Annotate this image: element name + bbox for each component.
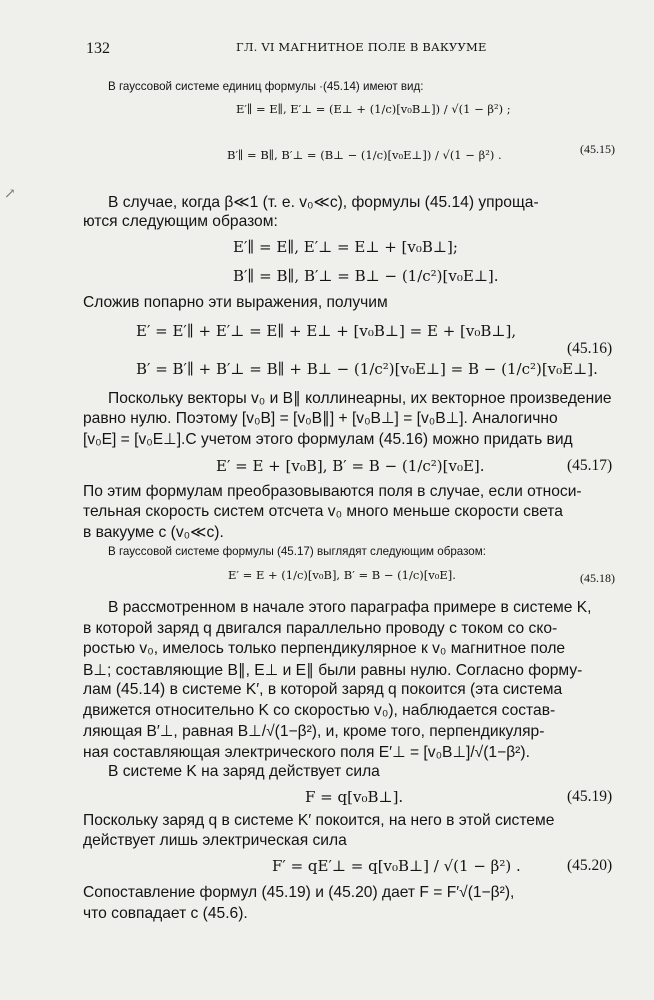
equation-number: (45.18) [580, 571, 615, 585]
text-line: действует лишь электрическая сила [83, 832, 347, 849]
text-line: движется относительно K со скоростью v₀), наблюдается состав- [83, 702, 556, 719]
text-line: ная составляющая электрического поля E′⊥ = [v₀B⊥]/√(1−β²). [83, 744, 530, 761]
running-head: ГЛ. VI МАГНИТНОЕ ПОЛЕ В ВАКУУМЕ [236, 40, 487, 54]
text-line: Сопоставление формул (45.19) и (45.20) дает F = F′√(1−β²), [83, 884, 515, 901]
equation-number: (45.20) [567, 857, 613, 874]
formula: E′ = E + [v₀B], B′ = B − (1/c²)[v₀E]. [216, 457, 485, 475]
text-line: Поскольку заряд q в системе K′ покоится, на него в этой системе [83, 812, 555, 829]
text-line: [v₀E] = [v₀E⊥].С учетом этого формулам (45.16) можно придать вид [83, 431, 573, 448]
text-line: в вакууме c (v₀≪c). [83, 524, 224, 541]
text-line: ются следующим образом: [83, 213, 278, 230]
text-line: равно нулю. Поэтому [v₀B] = [v₀B∥] + [v₀B⊥] = [v₀B⊥]. Аналогично [83, 410, 558, 427]
text-line: ростью v₀, имелось только перпендикулярное к v₀ магнитное поле [83, 640, 566, 657]
formula: E′∥ = E∥, E′⊥ = E⊥ + [v₀B⊥]; [233, 238, 458, 256]
text-line: Поскольку векторы v₀ и B∥ коллинеарны, их векторное произведение [108, 390, 612, 407]
text-line: тельная скорость систем отсчета v₀ много меньше скорости света [83, 503, 563, 520]
text-line: B⊥; составляющие B∥, E⊥ и E∥ были равны нулю. Согласно форму- [83, 662, 583, 679]
formula: B′∥ = B∥, B′⊥ = B⊥ − (1/c²)[v₀E⊥]. [233, 267, 499, 285]
formula: E′ = E′∥ + E′⊥ = E∥ + E⊥ + [v₀B⊥] = E + [v₀B⊥], [136, 322, 517, 340]
formula: F = q[v₀B⊥]. [305, 788, 404, 806]
text-line: что совпадает с (45.6). [83, 905, 248, 922]
formula: F′ = qE′⊥ = q[v₀B⊥] / √(1 − β²) . [272, 857, 521, 875]
text-line: В гауссовой системе единиц формулы ·(45.14) имеют вид: [108, 80, 424, 93]
text-line: По этим формулам преобразовываются поля в случае, если относи- [83, 483, 582, 500]
formula: E′∥ = E∥, E′⊥ = (E⊥ + (1/c)[v₀B⊥]) / √(1 − β²) ; [236, 102, 511, 116]
text-line: лам (45.14) в системе K′, в которой заряд q покоится (эта система [83, 681, 563, 698]
equation-number: (45.15) [580, 142, 615, 156]
equation-number: (45.19) [567, 788, 613, 805]
text-line: Сложив попарно эти выражения, получим [83, 294, 388, 311]
text-line: в которой заряд q двигался параллельно проводу с током со ско- [83, 620, 558, 637]
text-line: ляющая B′⊥, равная B⊥/√(1−β²), и, кроме того, перпендикуляр- [83, 723, 545, 740]
formula: B′∥ = B∥, B′⊥ = (B⊥ − (1/c)[v₀E⊥]) / √(1 − β²) . [227, 148, 502, 162]
equation-number: (45.17) [567, 457, 613, 474]
formula: B′ = B′∥ + B′⊥ = B∥ + B⊥ − (1/c²)[v₀E⊥] = B − (1/c²)[v₀E⊥]. [136, 360, 598, 378]
formula: E′ = E + (1/c)[v₀B], B′ = B − (1/c)[v₀E]. [228, 568, 456, 582]
page-number: 132 [86, 40, 110, 57]
equation-number: (45.16) [567, 340, 613, 357]
text-line: В гауссовой системе формулы (45.17) выглядят следующим образом: [108, 545, 486, 558]
text-line: В случае, когда β≪1 (т. е. v₀≪c), формулы (45.14) упроща- [108, 194, 539, 211]
margin-mark: ↗ [4, 186, 16, 202]
text-line: В рассмотренном в начале этого параграфа примере в системе K, [108, 599, 592, 616]
text-line: В системе K на заряд действует сила [108, 763, 380, 780]
